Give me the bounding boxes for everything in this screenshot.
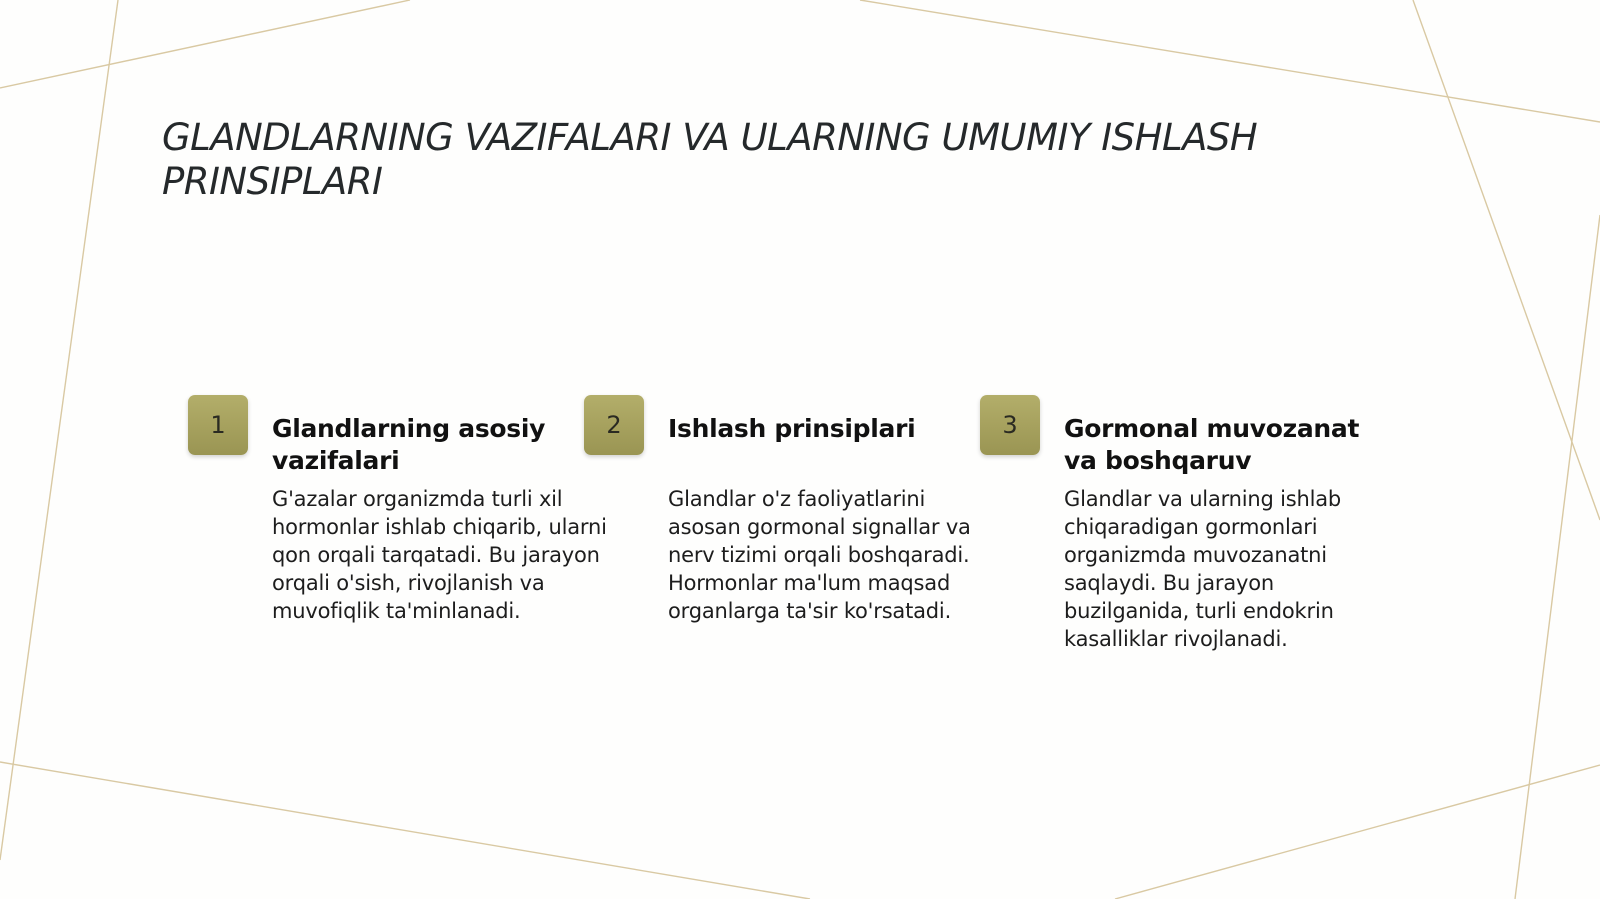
deco-line	[0, 0, 118, 860]
deco-line	[0, 762, 810, 899]
slide-title: GLANDLARNING VAZIFALARI VA ULARNING UMUMIY ISHLASH PRINSIPLARI	[162, 116, 1258, 203]
step-heading: Gormonal muvozanat va boshqaruv	[1064, 414, 1360, 475]
step-description: G'azalar organizmda turli xil hormonlar ishlab chiqarib, ularni qon orqali tarqatadi. Bu jarayon orqali o'sish, rivojlanish va muvofiqlik ta'minlanadi.	[272, 487, 607, 623]
step-number-badge: 2	[584, 395, 644, 455]
step-description: Glandlar o'z faoliyatlarini asosan gormonal signallar va nerv tizimi orqali boshqaradi. Hormonlar ma'lum maqsad organlarga ta'sir ko'rsatadi.	[668, 487, 971, 623]
deco-line	[0, 0, 410, 88]
step-number-badge: 1	[188, 395, 248, 455]
step-heading: Glandlarning asosiy vazifalari	[272, 414, 546, 475]
deco-line	[1115, 765, 1600, 899]
deco-line	[860, 0, 1600, 122]
step-number-badge: 3	[980, 395, 1040, 455]
step-description: Glandlar va ularning ishlab chiqaradigan gormonlari organizmda muvozanatni saqlaydi. Bu jarayon buzilganida, turli endokrin kasalliklar rivojlanadi.	[1064, 487, 1342, 651]
step-heading: Ishlash prinsiplari	[668, 414, 916, 443]
